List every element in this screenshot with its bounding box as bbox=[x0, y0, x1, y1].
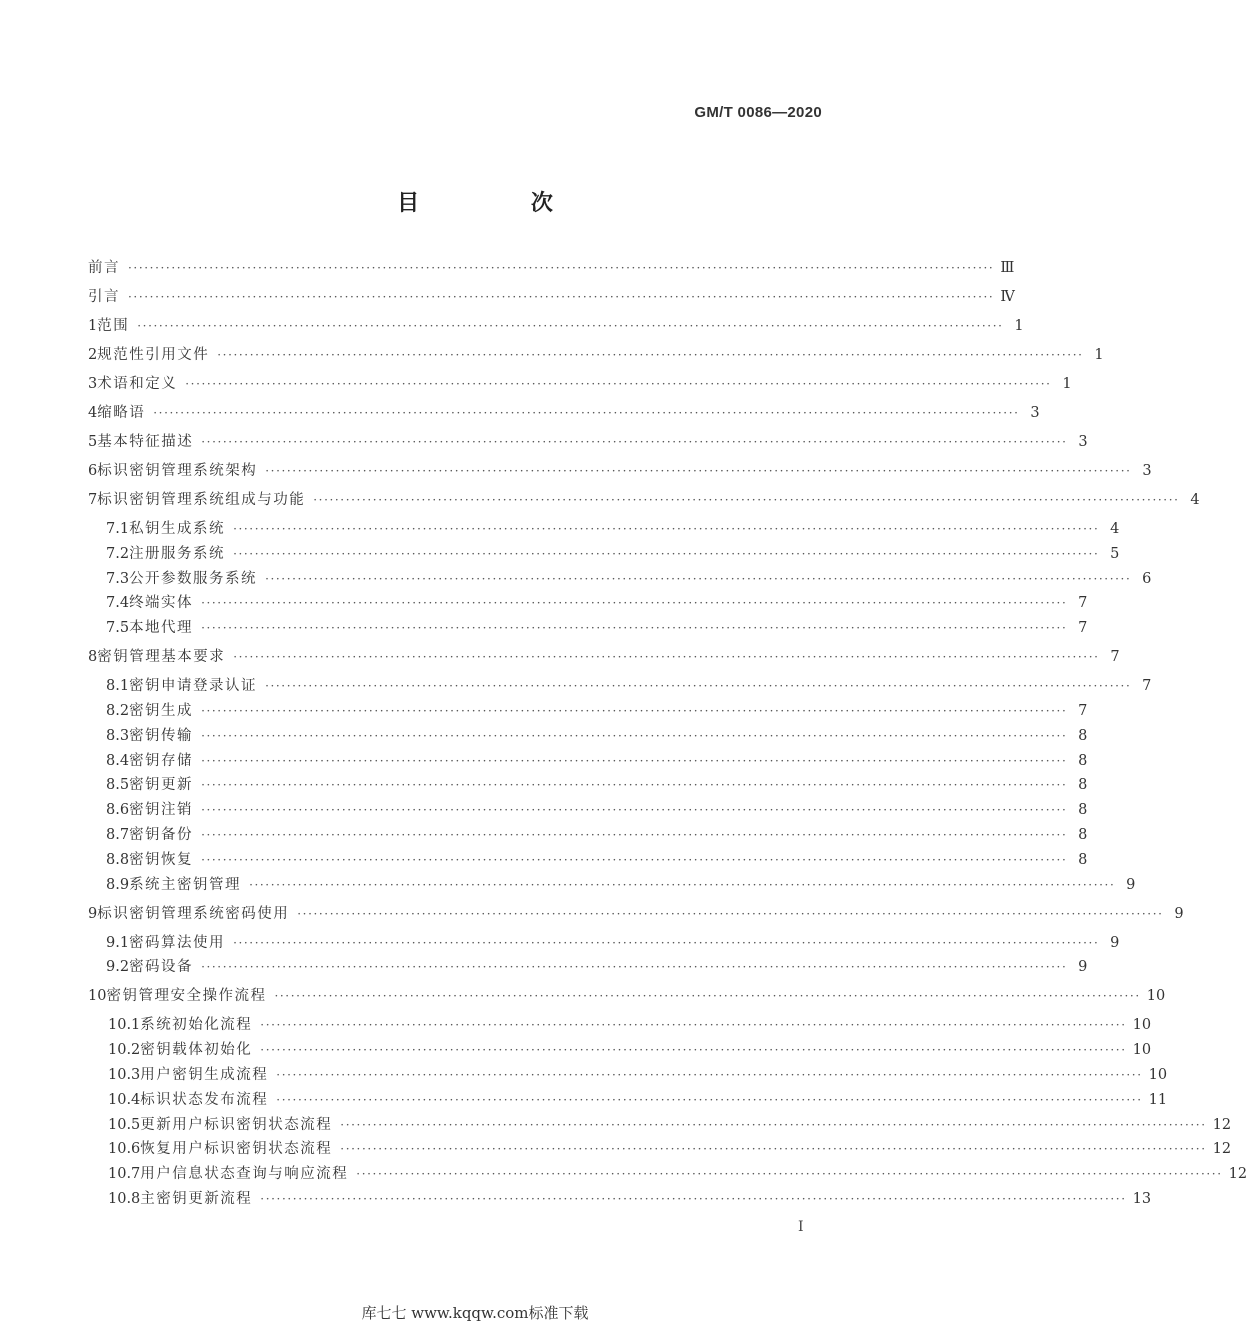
toc-entry[interactable] bbox=[106, 800, 1088, 820]
toc-entry-number: 10 bbox=[88, 988, 107, 1005]
toc-dot-leader: ································································································································································ bbox=[260, 1018, 1127, 1033]
toc-entry-title: 缩略语 bbox=[97, 405, 146, 421]
toc-dot-leader: ································································································································································ bbox=[340, 1117, 1207, 1132]
toc-entry-title: 密钥存储 bbox=[129, 752, 194, 769]
toc-entry-title: 前言 bbox=[88, 260, 120, 276]
toc-entry-title: 标识密钥管理系统组成与功能 bbox=[97, 492, 306, 508]
toc-entry-number: 6 bbox=[88, 463, 98, 479]
toc-entry-page: 1 bbox=[1014, 318, 1024, 334]
toc-entry[interactable] bbox=[88, 490, 1200, 510]
toc-dot-leader: ································································································································································ bbox=[233, 546, 1100, 561]
toc-entry-title: 密钥备份 bbox=[129, 827, 194, 843]
toc-entry-title: 密钥更新 bbox=[129, 777, 194, 794]
toc-dot-leader: ································································································································································ bbox=[274, 989, 1141, 1004]
toc-entry[interactable] bbox=[88, 461, 1152, 481]
toc-entry-title: 公开参数服务系统 bbox=[129, 570, 258, 587]
toc-entry-page: 6 bbox=[1142, 570, 1152, 587]
toc-entry-page: 9 bbox=[1110, 934, 1120, 951]
toc-entry[interactable] bbox=[106, 957, 1088, 977]
toc-dot-leader: ································································································································································ bbox=[260, 1192, 1127, 1206]
toc-entry-title: 规范性引用文件 bbox=[97, 347, 210, 363]
toc-entry-page: 12 bbox=[1212, 1116, 1232, 1133]
toc-dot-leader: ································································································································································ bbox=[233, 650, 1100, 665]
toc-entry[interactable] bbox=[106, 544, 1120, 564]
toc-entry-number: 8.3 bbox=[106, 727, 130, 744]
toc-entry-number: 7.1 bbox=[106, 521, 130, 537]
toc-entry[interactable] bbox=[88, 986, 1166, 1006]
toc-entry-number: 9.2 bbox=[106, 959, 130, 976]
toc-entry[interactable] bbox=[88, 287, 1015, 307]
toc-entry-page: 3 bbox=[1030, 405, 1040, 421]
toc-entry[interactable] bbox=[106, 726, 1088, 746]
toc-entry[interactable] bbox=[88, 904, 1184, 924]
toc-dot-leader: ································································································································································ bbox=[153, 406, 1020, 420]
toc-entry-page: 7 bbox=[1078, 620, 1088, 637]
toc-entry-title: 基本特征描述 bbox=[97, 434, 194, 450]
toc-entry-number: 10.7 bbox=[108, 1166, 141, 1183]
toc-entry-title: 用户密钥生成流程 bbox=[140, 1067, 269, 1083]
toc-entry-number: 4 bbox=[88, 405, 98, 421]
toc-entry-number: 5 bbox=[88, 434, 98, 450]
toc-entry-title: 密钥生成 bbox=[129, 703, 194, 719]
toc-entry[interactable] bbox=[108, 1090, 1168, 1110]
toc-dot-leader: ································································································································································ bbox=[265, 679, 1132, 694]
toc-entry-title: 术语和定义 bbox=[97, 376, 178, 392]
toc-entry-title: 密钥申请登录认证 bbox=[129, 678, 258, 695]
toc-dot-leader: ································································································································································ bbox=[276, 1068, 1143, 1082]
toc-dot-leader: ································································································································································ bbox=[201, 621, 1068, 636]
toc-entry-page: 10 bbox=[1132, 1042, 1152, 1059]
toc-entry[interactable] bbox=[106, 593, 1088, 613]
toc-dot-leader: ································································································································································ bbox=[201, 778, 1068, 793]
toc-entry[interactable] bbox=[108, 1189, 1152, 1209]
toc-entry-title: 密码设备 bbox=[129, 959, 194, 976]
toc-entry-number: 8.7 bbox=[106, 827, 130, 843]
toc-entry-title: 系统初始化流程 bbox=[140, 1017, 253, 1034]
toc-entry-page: 11 bbox=[1148, 1091, 1168, 1108]
toc-entry[interactable] bbox=[108, 1015, 1152, 1035]
toc-dot-leader: ································································································································································ bbox=[233, 522, 1100, 536]
toc-entry-number: 8.2 bbox=[106, 703, 130, 719]
toc-entry-page: 10 bbox=[1146, 988, 1166, 1005]
toc-entry-page: 4 bbox=[1110, 521, 1120, 537]
toc-entry-title: 终端实体 bbox=[129, 595, 194, 612]
toc-entry-number: 3 bbox=[88, 376, 98, 392]
toc-entry-page: 8 bbox=[1078, 802, 1088, 819]
toc-entry[interactable] bbox=[108, 1040, 1152, 1060]
toc-entry-page: 7 bbox=[1110, 649, 1120, 666]
toc-entry-page: 13 bbox=[1132, 1191, 1152, 1207]
toc-entry[interactable] bbox=[106, 850, 1088, 870]
toc-entry-number: 10.5 bbox=[108, 1116, 141, 1133]
toc-entry-number: 1 bbox=[88, 318, 98, 334]
toc-entry-number: 7.5 bbox=[106, 620, 130, 637]
toc-entry[interactable] bbox=[106, 519, 1120, 539]
toc-entry-page: 12 bbox=[1228, 1166, 1247, 1183]
toc-entry[interactable] bbox=[106, 618, 1088, 638]
toc-entry-number: 7 bbox=[88, 492, 98, 508]
toc-entry-page: 7 bbox=[1078, 703, 1088, 719]
toc-entry-number: 8.8 bbox=[106, 851, 130, 868]
toc-entry-page: 7 bbox=[1142, 678, 1152, 695]
toc-dot-leader: ································································································································································ bbox=[276, 1092, 1143, 1107]
toc-entry-title: 密钥传输 bbox=[129, 727, 194, 744]
toc-entry-number: 8.6 bbox=[106, 802, 130, 819]
toc-entry-page: 9 bbox=[1174, 905, 1184, 922]
toc-entry[interactable] bbox=[106, 875, 1136, 895]
toc-entry-number: 8 bbox=[88, 649, 98, 666]
toc-entry-title: 密钥管理基本要求 bbox=[97, 649, 226, 666]
toc-entry[interactable] bbox=[106, 751, 1088, 771]
toc-dot-leader: ································································································································································ bbox=[201, 704, 1068, 718]
toc-dot-leader: ································································································································································ bbox=[201, 803, 1068, 818]
toc-entry-page: Ⅲ bbox=[1000, 260, 1015, 276]
toc-entry-title: 本地代理 bbox=[129, 620, 194, 637]
toc-dot-leader: ································································································································································ bbox=[201, 596, 1068, 611]
toc-entry[interactable] bbox=[108, 1115, 1232, 1135]
toc-entry-page: 1 bbox=[1062, 376, 1072, 392]
toc-entry-page: 3 bbox=[1142, 463, 1152, 479]
toc-entry-page: 8 bbox=[1078, 827, 1088, 843]
toc-entry-title: 注册服务系统 bbox=[129, 545, 226, 562]
toc-entry-title: 密钥注销 bbox=[129, 802, 194, 819]
toc-dot-leader: ································································································································································ bbox=[201, 435, 1068, 449]
toc-entry-number: 10.2 bbox=[108, 1042, 141, 1059]
toc-entry-page: 7 bbox=[1078, 595, 1088, 612]
toc-entry-number: 7.2 bbox=[106, 545, 130, 562]
toc-entry-number: 9.1 bbox=[106, 934, 130, 951]
toc-entry[interactable] bbox=[106, 676, 1152, 696]
toc-dot-leader: ································································································································································ bbox=[201, 728, 1068, 743]
toc-dot-leader: ································································································································································ bbox=[201, 960, 1068, 975]
toc-entry-page: 10 bbox=[1132, 1017, 1152, 1034]
toc-entry-page: 3 bbox=[1078, 434, 1088, 450]
toc-entry-title: 更新用户标识密钥状态流程 bbox=[140, 1116, 333, 1133]
toc-entry[interactable] bbox=[108, 1164, 1247, 1184]
toc-entry[interactable] bbox=[106, 569, 1152, 589]
toc-entry-page: 8 bbox=[1078, 777, 1088, 794]
toc-dot-leader: ································································································································································ bbox=[128, 261, 995, 275]
toc-entry[interactable] bbox=[88, 403, 1040, 423]
toc-entry-title: 密码算法使用 bbox=[129, 934, 226, 951]
toc-dot-leader: ································································································································································ bbox=[265, 464, 1132, 478]
toc-dot-leader: ································································································································································ bbox=[297, 906, 1164, 921]
toc-entry-number: 9 bbox=[88, 905, 98, 922]
toc-entry-page: 8 bbox=[1078, 851, 1088, 868]
toc-entry-page: 1 bbox=[1094, 347, 1104, 363]
toc-entry-title: 用户信息状态查询与响应流程 bbox=[140, 1166, 349, 1183]
toc-entry-number: 10.3 bbox=[108, 1067, 141, 1083]
toc-entry-title: 密钥恢复 bbox=[129, 851, 194, 868]
toc-dot-leader: ································································································································································ bbox=[265, 571, 1132, 586]
toc-dot-leader: ································································································································································ bbox=[217, 348, 1084, 362]
toc-entry[interactable] bbox=[106, 825, 1088, 845]
toc-entry[interactable] bbox=[88, 316, 1024, 336]
toc-entry[interactable] bbox=[106, 933, 1120, 953]
toc-entry-number: 10.4 bbox=[108, 1091, 141, 1108]
toc-entry-number: 8.9 bbox=[106, 876, 130, 893]
toc-dot-leader: ································································································································································ bbox=[201, 852, 1068, 867]
toc-entry[interactable] bbox=[106, 775, 1088, 795]
toc-entry-title: 范围 bbox=[97, 318, 130, 334]
toc-dot-leader: ································································································································································ bbox=[249, 877, 1116, 892]
toc-dot-leader: ································································································································································ bbox=[340, 1142, 1207, 1157]
toc-entry-number: 8.4 bbox=[106, 752, 130, 769]
toc-dot-leader: ································································································································································ bbox=[313, 493, 1180, 507]
toc-entry-number: 10.8 bbox=[108, 1191, 141, 1207]
toc-entry[interactable] bbox=[88, 647, 1120, 667]
toc-entry-title: 密钥载体初始化 bbox=[140, 1042, 253, 1059]
toc-entry[interactable] bbox=[88, 374, 1072, 394]
toc-entry[interactable] bbox=[88, 432, 1088, 452]
toc-entry[interactable] bbox=[88, 345, 1104, 365]
toc-entry-title: 系统主密钥管理 bbox=[129, 876, 242, 893]
toc-entry-number: 8.5 bbox=[106, 777, 130, 794]
toc-entry-number: 8.1 bbox=[106, 678, 130, 695]
toc-dot-leader: ································································································································································ bbox=[128, 290, 995, 304]
toc-entry-number: 10.6 bbox=[108, 1141, 141, 1158]
toc-entry-title: 私钥生成系统 bbox=[129, 521, 226, 537]
toc-entry[interactable] bbox=[108, 1139, 1232, 1159]
watermark-text: 库七七 www.kqqw.com标准下载 bbox=[361, 1304, 589, 1322]
page-folio: Ⅰ bbox=[798, 1219, 804, 1235]
toc-entry-number: 10.1 bbox=[108, 1017, 141, 1034]
toc-dot-leader: ································································································································································ bbox=[185, 377, 1052, 391]
toc-entry[interactable] bbox=[106, 701, 1088, 721]
toc-dot-leader: ································································································································································ bbox=[233, 935, 1100, 950]
standard-code: GM/T 0086—2020 bbox=[694, 104, 822, 121]
toc-entry-page: 9 bbox=[1126, 876, 1136, 893]
toc-entry-page: 5 bbox=[1110, 545, 1120, 562]
toc-entry-page: Ⅳ bbox=[1000, 289, 1015, 305]
toc-entry[interactable] bbox=[108, 1065, 1168, 1085]
toc-entry-page: 8 bbox=[1078, 727, 1088, 744]
toc-entry-title: 密钥管理安全操作流程 bbox=[106, 988, 267, 1005]
toc-entry-title: 标识密钥管理系统架构 bbox=[97, 463, 258, 479]
toc-entry-number: 7.4 bbox=[106, 595, 130, 612]
toc-entry[interactable] bbox=[88, 258, 1015, 278]
toc-entry-title: 主密钥更新流程 bbox=[140, 1191, 253, 1207]
toc-entry-page: 9 bbox=[1078, 959, 1088, 976]
toc-entry-title: 标识密钥管理系统密码使用 bbox=[97, 905, 290, 922]
toc-dot-leader: ································································································································································ bbox=[201, 828, 1068, 842]
toc-entry-number: 7.3 bbox=[106, 570, 130, 587]
toc-entry-page: 12 bbox=[1212, 1141, 1232, 1158]
toc-entry-title: 恢复用户标识密钥状态流程 bbox=[140, 1141, 333, 1158]
toc-entry-title: 标识状态发布流程 bbox=[140, 1091, 269, 1108]
toc-entry-page: 4 bbox=[1190, 492, 1200, 508]
page-title: 目 次 bbox=[397, 191, 605, 216]
toc-dot-leader: ································································································································································ bbox=[356, 1167, 1223, 1182]
toc-entry-page: 8 bbox=[1078, 752, 1088, 769]
toc-dot-leader: ································································································································································ bbox=[137, 319, 1004, 333]
toc-dot-leader: ································································································································································ bbox=[260, 1043, 1127, 1058]
toc-entry-title: 引言 bbox=[88, 289, 120, 305]
toc-entry-number: 2 bbox=[88, 347, 98, 363]
toc-dot-leader: ································································································································································ bbox=[201, 753, 1068, 768]
toc-entry-page: 10 bbox=[1148, 1067, 1168, 1083]
